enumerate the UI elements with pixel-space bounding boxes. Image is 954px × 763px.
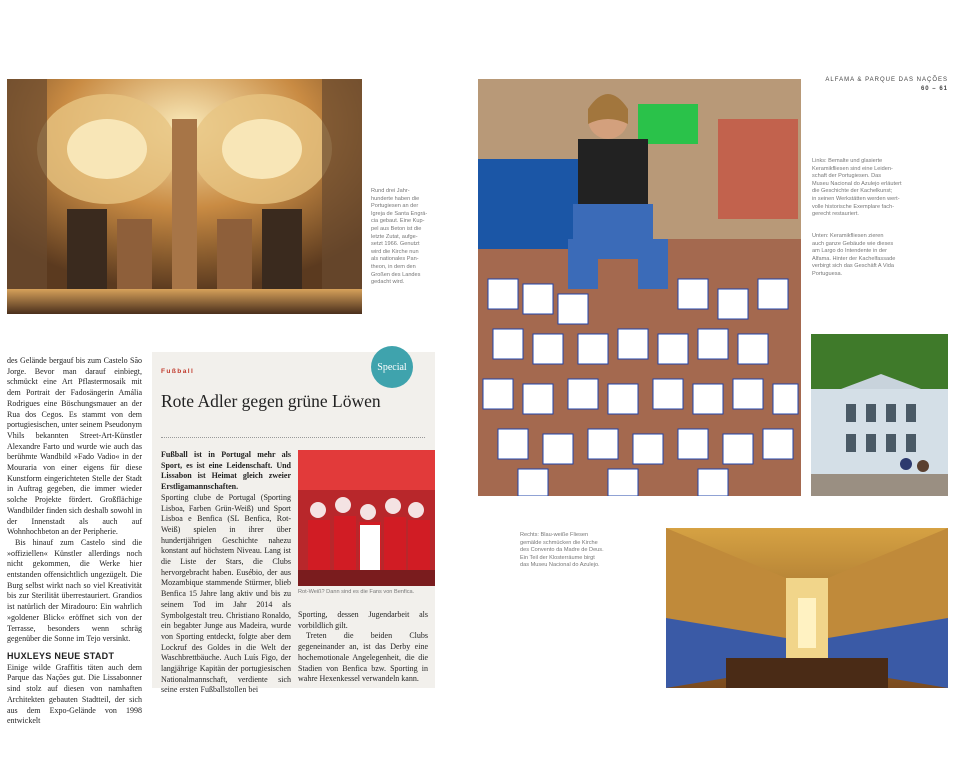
tiled-building-photo (811, 334, 948, 496)
convent-caption: Rechts: Blau-weiße Fliesen gemälde schmücken die Kirche des Convento da Madre de Deus. Ein Teil der Klosterräume birgt das Museu Nacional do Azulejo. (520, 532, 604, 569)
left-column (7, 356, 142, 727)
special-column-1 (161, 450, 291, 696)
church-caption: Rund drei Jahr- hunderte haben die Portugiesen an der Igreja de Santa Engrá- cia gebaut. Eine Kup- pel aus Beton ist die letzte Zutat, aufge- setzt 1966. Genutzt wird die Kirche nun als nationales Pan- theon, in dem den Großen des Landes gedacht wird. (371, 188, 428, 286)
special-title: Rote Adler gegen grüne Löwen (161, 391, 381, 411)
left-para-2: Bis hinauf zum Castelo sind die »offiziellen« Künstler allerdings noch nicht gekommen, die Werke hier entstanden offensichtlich ungezügelt. Die Burg selbst wirkt nach so viel Kreativität bis zur Sterilität überrestauriert. Grandios ist natürlich der Miradouro: Ein wahrlich »goldener Blick« eröffnet sich von der Terrasse, besonders wenn schräg gegenüber die Sonne im Tejo versinkt. (7, 537, 142, 644)
special-badge: Special (371, 346, 413, 388)
page-numbers: 60 – 61 (920, 86, 948, 92)
special-col2a: Sporting, dessen Jugendarbeit als vorbildlich gilt. (298, 610, 428, 630)
fans-caption: Rot-Weiß? Dann sind es die Fans von Benfica. (298, 589, 415, 595)
special-col1-text: Sporting clube de Portugal (Sporting Lisboa, Farben Grün-Weiß) und Sport Lisboa e Benfica (SL Benfica, Rot-Weiß) spielen in ihrer über hundertjährigen Geschichte nahezu konstant auf höchstem Niveau. Lang ist die Liste der Stars, die Clubs hervorgebracht haben. Eusébio, der aus Mozambique stammende Stürmer, blieb Benfica 15 Jahre lang aktiv und bis zu seinem Tod im Jahr 2014 als Symbolgestalt treu. Christiano Ronaldo, ein begabter Junge aus Madeira, wurde von Sporting entdeckt, folgte aber dem Lockruf des Goldes in die Welt der Waschbrettbäuche. Auch Luís Figo, der langjährige Kapitän der portugiesischen Nationalmannschaft, verdiente sich seine ersten Fußballstollen bei (161, 492, 291, 695)
left-para-3: Einige wilde Graffitis täten auch dem Parque das Nações gut. Die Lissabonner sind stolz auf diesen von namhaften Architekten gebauten Stadtteil, der sich aus dem Expo-Gelände von 1998 entwickelt (7, 662, 142, 726)
page-header (825, 76, 948, 94)
special-kicker: Fußball (161, 368, 195, 375)
tiles-caption: Links: Bemalte und glasierte Keramikfliesen sind eine Leiden- schaft der Portugiesen. Das Museu Nacional do Azulejo erläutert die Geschichte der Kachelkunst; in seinen Werkstätten werden wert- volle historische Exemplare fach- gerecht restauriert. (812, 158, 902, 218)
special-column-2 (298, 610, 428, 685)
title-divider (161, 437, 425, 438)
building-caption: Unten: Keramikfliesen zieren auch ganze Gebäude wie dieses am Largo do Intendente in der Alfama. Hinter der Kachelfassade verbirgt sich das Geschäft A Vida Portuguesa. (812, 233, 896, 277)
church-dome-photo (7, 79, 362, 314)
convent-church-photo (666, 528, 948, 688)
section-title: ALFAMA & PARQUE DAS NAÇÕES (825, 77, 948, 83)
football-fans-photo (298, 450, 435, 586)
tile-restorer-photo (478, 79, 801, 496)
left-para-1: des Gelände bergauf bis zum Castelo São Jorge. Bevor man darauf einbiegt, schmückt eine Art Pflastermosaik mit dem Portrait der Fadosängerin Amália Rodrigues eine Böschungsmauer an der Rua dos Cegos. Es stammt von dem portugiesischen, unter seinem Pseudonym Vhils bekannten Street-Art-Künstler Alexandre Farto und wurde wie auch das berühmte Wandbild »Fado Vadio« in der Mouraria von einer eigens für diese Kunstform eingerichteten Stelle der Stadt in Auftrag gegeben, die immer wieder solche Projekte fördert. Großflächige Wandbilder finden sich deshalb sowohl in der Innenstadt als auch auf Wohnhochbeton an der Peripherie. (7, 356, 142, 537)
special-col2b: Treten die beiden Clubs gegeneinander an, ist das Derby eine hochemotionale Angelegenheit, die die Stadien von Benfica bzw. Sporting in wahre Hexenkessel verwandeln kann. (298, 631, 428, 684)
left-subhead: HUXLEYS NEUE STADT (7, 650, 115, 661)
special-lead: Fußball ist in Portugal mehr als Sport, es ist eine Leidenschaft. Und Lissabon ist Heimat gleich zweier Erstligamannschaften. (161, 450, 291, 492)
